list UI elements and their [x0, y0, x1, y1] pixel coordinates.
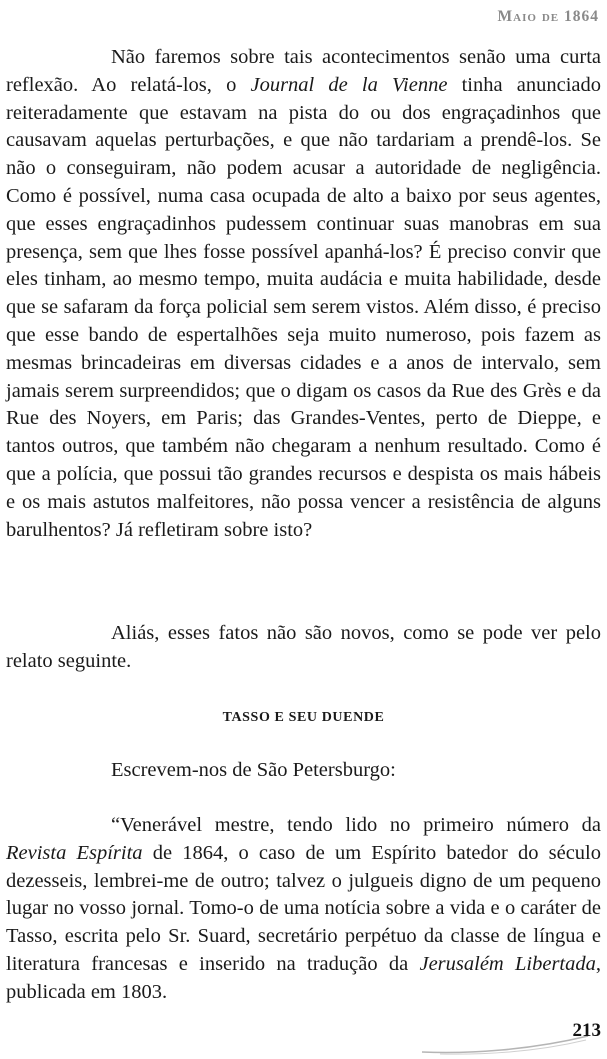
paragraph-2-text: Aliás, esses fatos não são novos, como se pode ver pelo relato seguinte. — [6, 622, 601, 672]
paragraph-1-text-b: tinha anunciado reiteradamente que estavam na pista do ou dos engraçadinhos que causavam aquelas perturbações, e que não tardariam a prendê-los. Se não o conseguiram, não podem acusar a autoridade de negligência. Como é possível, numa casa ocupada de alto a baixo por seus agentes, que esses engraçadinhos pudessem continuar suas manobras em sua presença, sem que lhes fosse possível apanhá-los? É preciso convir que eles tinham, ao mesmo tempo, muita audácia e muita habilidade, desde que se safaram da força policial sem serem vistos. Além disso, é preciso que esse bando de espertalhões seja muito numeroso, pois fazem as mesmas brincadeiras em diversas cidades e a anos de intervalo, sem jamais serem surpreendidos; que o digam os casos da Rue des Grès e da Rue des Noyers, em Paris; das Grandes-Ventes, perto de Dieppe, e tantos outros, que também não chegaram a nenhum resultado. Como é que a polícia, que possui tão grandes recursos e despista os mais hábeis e os mais astutos malfeitores, não possa vencer a resistência de alguns barulhentos? Já refletiram sobre isto? — [6, 73, 601, 541]
running-head: Maio de 1864 — [497, 8, 599, 25]
paragraph-3-text: Escrevem-nos de São Petersburgo: — [111, 759, 396, 781]
body-paragraph-2 — [6, 620, 601, 676]
paragraph-4-text-b: de 1864, o caso de um Espírito batedor do século dezesseis, lembrei-me de outro; talvez o julgueis digno de um pequeno lugar no vosso jornal. Tomo-o de uma notícia sobre a vida e o caráter de Tasso, escrita pelo Sr. Suard, secretário perpétuo da classe de língua e literatura francesas e inserido na tradução da — [6, 841, 602, 975]
body-paragraph-1 — [6, 44, 601, 544]
paragraph-4-text-c: , publicada em 1803. — [6, 952, 601, 1003]
section-heading: TASSO E SEU DUENDE — [222, 710, 385, 725]
body-paragraph-4 — [6, 812, 601, 1007]
folio-swoosh-decoration — [420, 1030, 590, 1056]
jerusalem-title: Jerusalém Libertada — [419, 952, 596, 975]
paragraph-1-text-a: Não faremos sobre tais acontecimentos senão uma curta reflexão. Ao relatá-los, o — [6, 46, 601, 96]
page-number: 213 — [572, 1020, 601, 1041]
revista-title: Revista Espírita — [6, 841, 143, 864]
body-paragraph-3 — [6, 757, 601, 785]
journal-title: Journal de la Vienne — [250, 73, 448, 96]
paragraph-4-text-a: “Venerável mestre, tendo lido no primeiro número da — [111, 814, 601, 836]
